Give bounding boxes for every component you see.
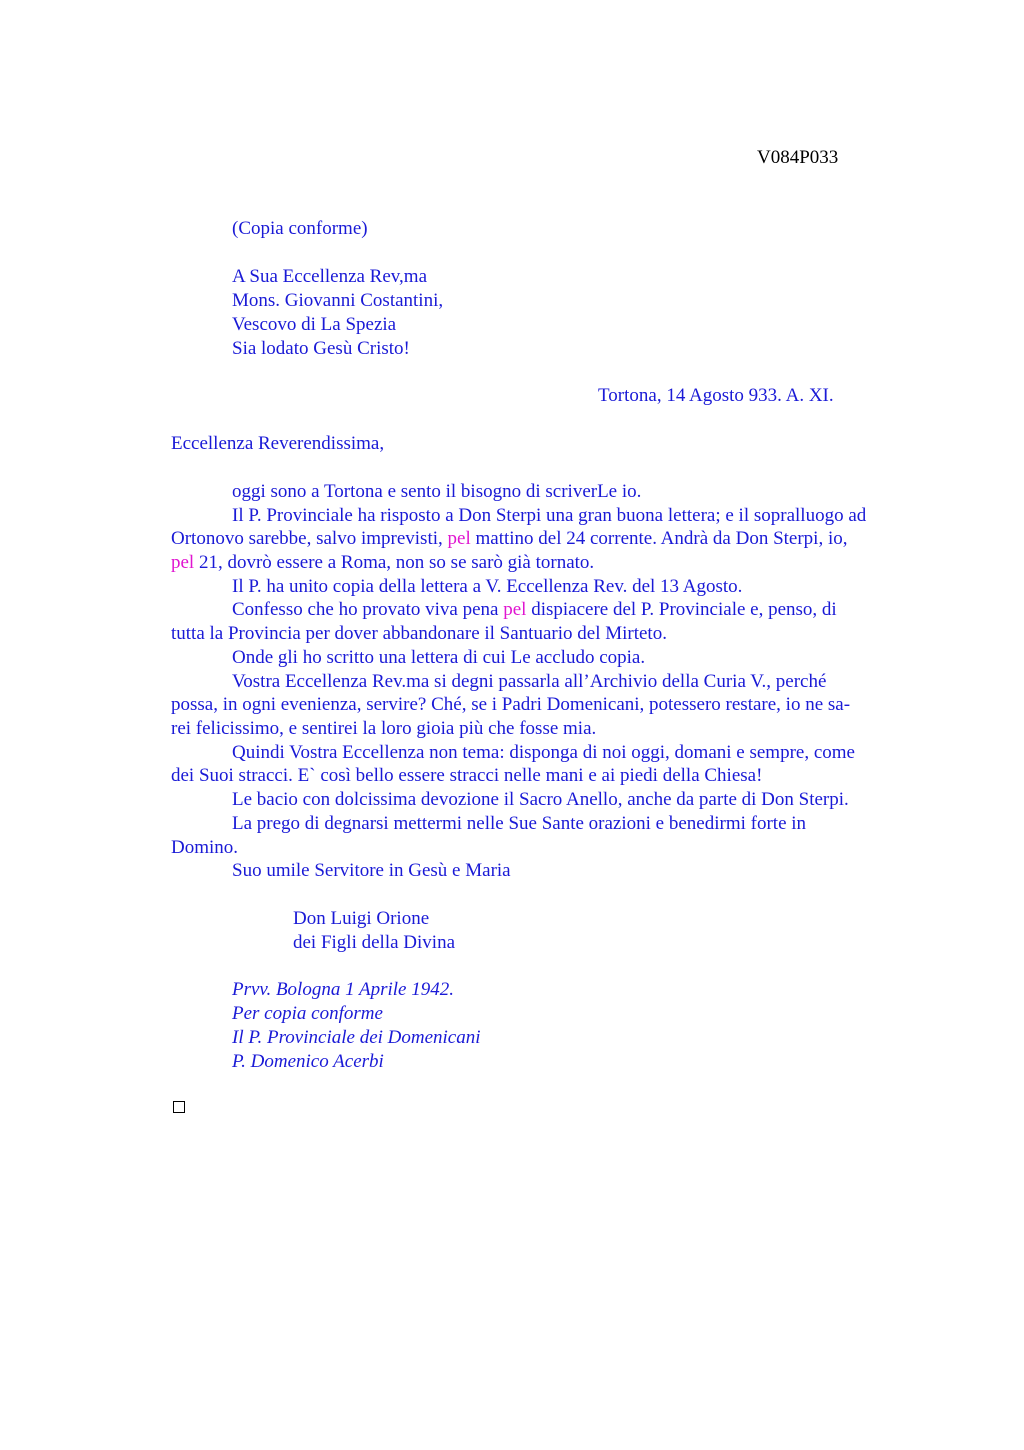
certification-line-2: Per copia conforme bbox=[232, 1003, 383, 1024]
body-line: Domino. bbox=[171, 837, 239, 858]
body-text: dispiacere del P. Provinciale e, penso, di bbox=[526, 599, 837, 620]
body-line bbox=[232, 598, 992, 622]
document-code: V084P033 bbox=[757, 147, 839, 168]
body-line: oggi sono a Tortona e sento il bisogno di scriverLe io. bbox=[232, 481, 642, 502]
addressee-line-3: Vescovo di La Spezia bbox=[232, 314, 397, 335]
salutation: Eccellenza Reverendissima, bbox=[171, 433, 385, 454]
closing-line: Suo umile Servitore in Gesù e Maria bbox=[232, 860, 511, 881]
body-line: rei felicissimo, e sentirei la loro gioia più che fosse mia. bbox=[171, 718, 597, 739]
body-line bbox=[171, 527, 931, 551]
body-line: tutta la Provincia per dover abbandonare il Santuario del Mirteto. bbox=[171, 623, 667, 644]
body-line: Quindi Vostra Eccellenza non tema: disponga di noi oggi, domani e sempre, come bbox=[232, 742, 855, 763]
body-line: dei Suoi stracci. E` così bello essere stracci nelle mani e ai piedi della Chiesa! bbox=[171, 765, 763, 786]
body-line: Vostra Eccellenza Rev.ma si degni passarla all’Archivio della Curia V., perché bbox=[232, 671, 827, 692]
addressee-line-1: A Sua Eccellenza Rev,ma bbox=[232, 266, 428, 287]
certification-line-4: P. Domenico Acerbi bbox=[232, 1051, 384, 1072]
body-text: mattino del 24 corrente. Andrà da Don Sterpi, io, bbox=[470, 528, 848, 549]
body-line: La prego di degnarsi mettermi nelle Sue Sante orazioni e benedirmi forte in bbox=[232, 813, 807, 834]
body-line: Le bacio con dolcissima devozione il Sacro Anello, anche da parte di Don Sterpi. bbox=[232, 789, 849, 810]
highlight-word: pel bbox=[503, 599, 527, 620]
signature-order: dei Figli della Divina bbox=[293, 932, 456, 953]
body-line: possa, in ogni evenienza, servire? Ché, se i Padri Domenicani, potessero restare, io ne sa- bbox=[171, 694, 851, 715]
copy-note: (Copia conforme) bbox=[232, 218, 368, 239]
addressee-line-2: Mons. Giovanni Costantini, bbox=[232, 290, 444, 311]
checkbox-square-icon bbox=[173, 1101, 185, 1113]
body-text: Confesso che ho provato viva pena bbox=[232, 599, 504, 620]
signature-name: Don Luigi Orione bbox=[293, 908, 430, 929]
body-text: Ortonovo sarebbe, salvo imprevisti, bbox=[171, 528, 448, 549]
body-line: Il P. ha unito copia della lettera a V. Eccellenza Rev. del 13 Agosto. bbox=[232, 576, 743, 597]
addressee-line-4: Sia lodato Gesù Cristo! bbox=[232, 338, 410, 359]
certification-line-3: Il P. Provinciale dei Domenicani bbox=[232, 1027, 481, 1048]
highlight-word: pel bbox=[447, 528, 471, 549]
body-line bbox=[171, 551, 931, 575]
place-date: Tortona, 14 Agosto 933. A. XI. bbox=[598, 385, 834, 406]
highlight-word: pel bbox=[171, 552, 195, 573]
certification-line-1: Prvv. Bologna 1 Aprile 1942. bbox=[232, 979, 454, 1000]
body-text: 21, dovrò essere a Roma, non so se sarò già tornato. bbox=[194, 552, 595, 573]
body-line: Onde gli ho scritto una lettera di cui Le accludo copia. bbox=[232, 647, 646, 668]
body-line: Il P. Provinciale ha risposto a Don Sterpi una gran buona lettera; e il sopralluogo ad bbox=[232, 505, 867, 526]
